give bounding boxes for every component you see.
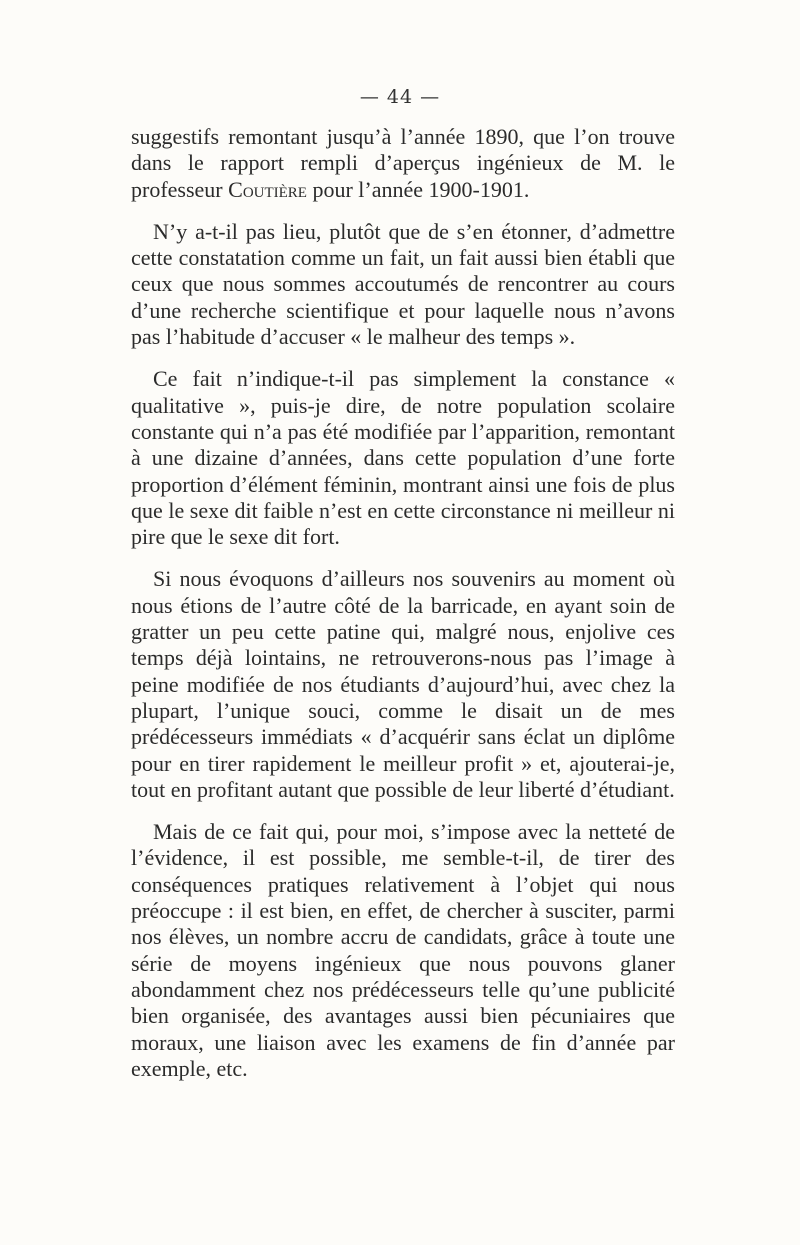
- page-number: — 44 —: [359, 86, 441, 108]
- paragraph-4: Si nous évoquons d’ailleurs nos souvenirs au moment où nous étions de l’autre côté de la barricade, en ayant soin de gratter un peu cette patine qui, malgré nous, enjolive ces temps déjà lointains, ne retrouverons-nous pas l’image à peine modifiée de nos étudiants d’aujourd’hui, avec chez la plupart, l’unique souci, comme le disait un de mes prédécesseurs immédiats « d’acquérir sans éclat un diplôme pour en tirer rapidement le meilleur profit » et, ajouterai-je, tout en profitant autant que possible de leur liberté d’étudiant.: [131, 566, 675, 802]
- paragraph-1-part-1: suggestifs remontant jusqu’à l’année 1890, que l’on trouve dans le rapport rempli d’aperçus ingénieux de M. le professeur: [131, 124, 675, 202]
- paragraph-1-part-3: pour l’année 1900-1901.: [306, 176, 530, 202]
- paragraph-3: Ce fait n’indique-t-il pas simplement la constance « qualitative », puis-je dire, de notre population scolaire constante qui n’a pas été modifiée par l’apparition, remontant à une dizaine d’années, dans cette population d’une forte proportion d’élément féminin, montrant ainsi une fois de plus que le sexe dit faible n’est en cette circonstance ni meilleur ni pire que le sexe dit fort.: [131, 366, 675, 550]
- paragraph-5: Mais de ce fait qui, pour moi, s’impose avec la netteté de l’évidence, il est possible, me semble-t-il, de tirer des conséquences pratiques relativement à l’objet qui nous préoccupe : il est bien, en effet, de chercher à susciter, parmi nos élèves, un nombre accru de candidats, grâce à toute une série de moyens ingénieux que nous pouvons glaner abondamment chez nos prédécesseurs telle qu’une publicité bien organisée, des avantages aussi bien pécuniaires que moraux, une liaison avec les examens de fin d’année par exemple, etc.: [131, 819, 675, 1081]
- paragraph-1: [131, 124, 675, 203]
- author-name-coutiere: Coutière: [228, 176, 307, 202]
- paragraph-2: N’y a-t-il pas lieu, plutôt que de s’en étonner, d’admettre cette constatation comme un fait, un fait aussi bien établi que ceux que nous sommes accoutumés de rencontrer au cours d’une recherche scientifique et pour laquelle nous n’avons pas l’habitude d’accuser « le malheur des temps ».: [131, 218, 675, 350]
- body-text: [131, 124, 675, 1098]
